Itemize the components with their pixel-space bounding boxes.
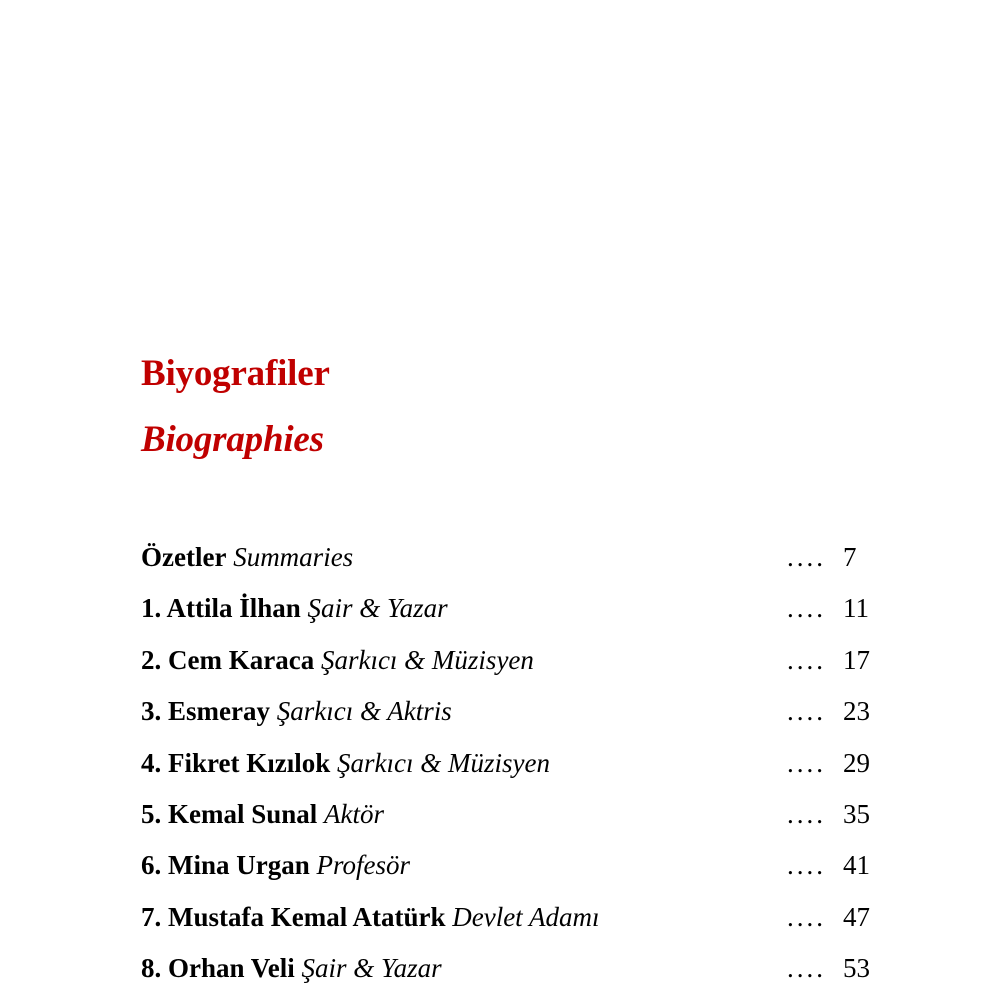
toc-page-number: 11 (843, 593, 869, 624)
heading-english: Biographies (141, 419, 324, 460)
toc-entry-subtitle: Şair & Yazar (307, 593, 448, 624)
toc-entry-subtitle: Şarkıcı & Aktris (276, 696, 452, 727)
toc-leader-dots: .... (787, 901, 826, 932)
toc-entry-fikret-kizilok[interactable] (141, 746, 881, 797)
toc-leader-dots: .... (787, 850, 826, 881)
toc-entry-subtitle: Şair & Yazar (301, 953, 442, 984)
toc-entry-title: 7. Mustafa Kemal Atatürk (141, 901, 446, 932)
toc-page-number: 41 (843, 850, 870, 881)
heading-turkish: Biyografiler (141, 353, 330, 394)
toc-entry-title: Özetler (141, 542, 227, 572)
toc-entry-title: 2. Cem Karaca (141, 644, 315, 675)
toc-entry-esmeray[interactable] (141, 694, 881, 745)
toc-leader-dots: .... (787, 798, 826, 829)
toc-entry-subtitle: Devlet Adamı (452, 901, 600, 932)
table-of-contents (141, 540, 881, 1003)
toc-page-number: 23 (843, 696, 870, 727)
toc-entry-subtitle: Profesör (316, 850, 410, 881)
toc-page-number: 35 (843, 798, 870, 829)
toc-entry-attila-ilhan[interactable] (141, 591, 881, 642)
toc-entry-title: 4. Fikret Kızılok (141, 747, 331, 778)
toc-entry-title: 8. Orhan Veli (141, 953, 295, 984)
toc-leader-dots: .... (787, 953, 826, 984)
toc-entry-cem-karaca[interactable] (141, 643, 881, 694)
toc-entry-subtitle: Şarkıcı & Müzisyen (337, 747, 550, 778)
toc-entry-mustafa-kemal-ataturk[interactable] (141, 900, 881, 951)
toc-entry-mina-urgan[interactable] (141, 848, 881, 899)
toc-entry-title: 5. Kemal Sunal (141, 798, 318, 829)
toc-leader-dots: .... (787, 593, 826, 624)
toc-entry-subtitle: Summaries (233, 542, 354, 572)
toc-entry-title: 1. Attila İlhan (141, 593, 301, 624)
toc-page-number: 17 (843, 644, 870, 675)
toc-entry-title: 3. Esmeray (141, 696, 270, 727)
toc-entry-subtitle: Şarkıcı & Müzisyen (320, 644, 534, 675)
toc-entry-summaries[interactable] (141, 540, 881, 591)
toc-entry-orhan-veli[interactable] (141, 951, 881, 1002)
toc-page-number: 29 (843, 747, 870, 778)
toc-leader-dots: .... (787, 644, 826, 675)
toc-leader-dots: .... (787, 747, 826, 778)
toc-page-number: 7 (843, 542, 857, 572)
toc-entry-subtitle: Aktör (324, 798, 385, 829)
toc-page-number: 47 (843, 901, 870, 932)
toc-entry-title: 6. Mina Urgan (141, 850, 310, 881)
toc-leader-dots: .... (787, 696, 826, 727)
toc-page-number: 53 (843, 953, 870, 984)
toc-entry-kemal-sunal[interactable] (141, 797, 881, 848)
toc-leader-dots: .... (787, 542, 826, 572)
